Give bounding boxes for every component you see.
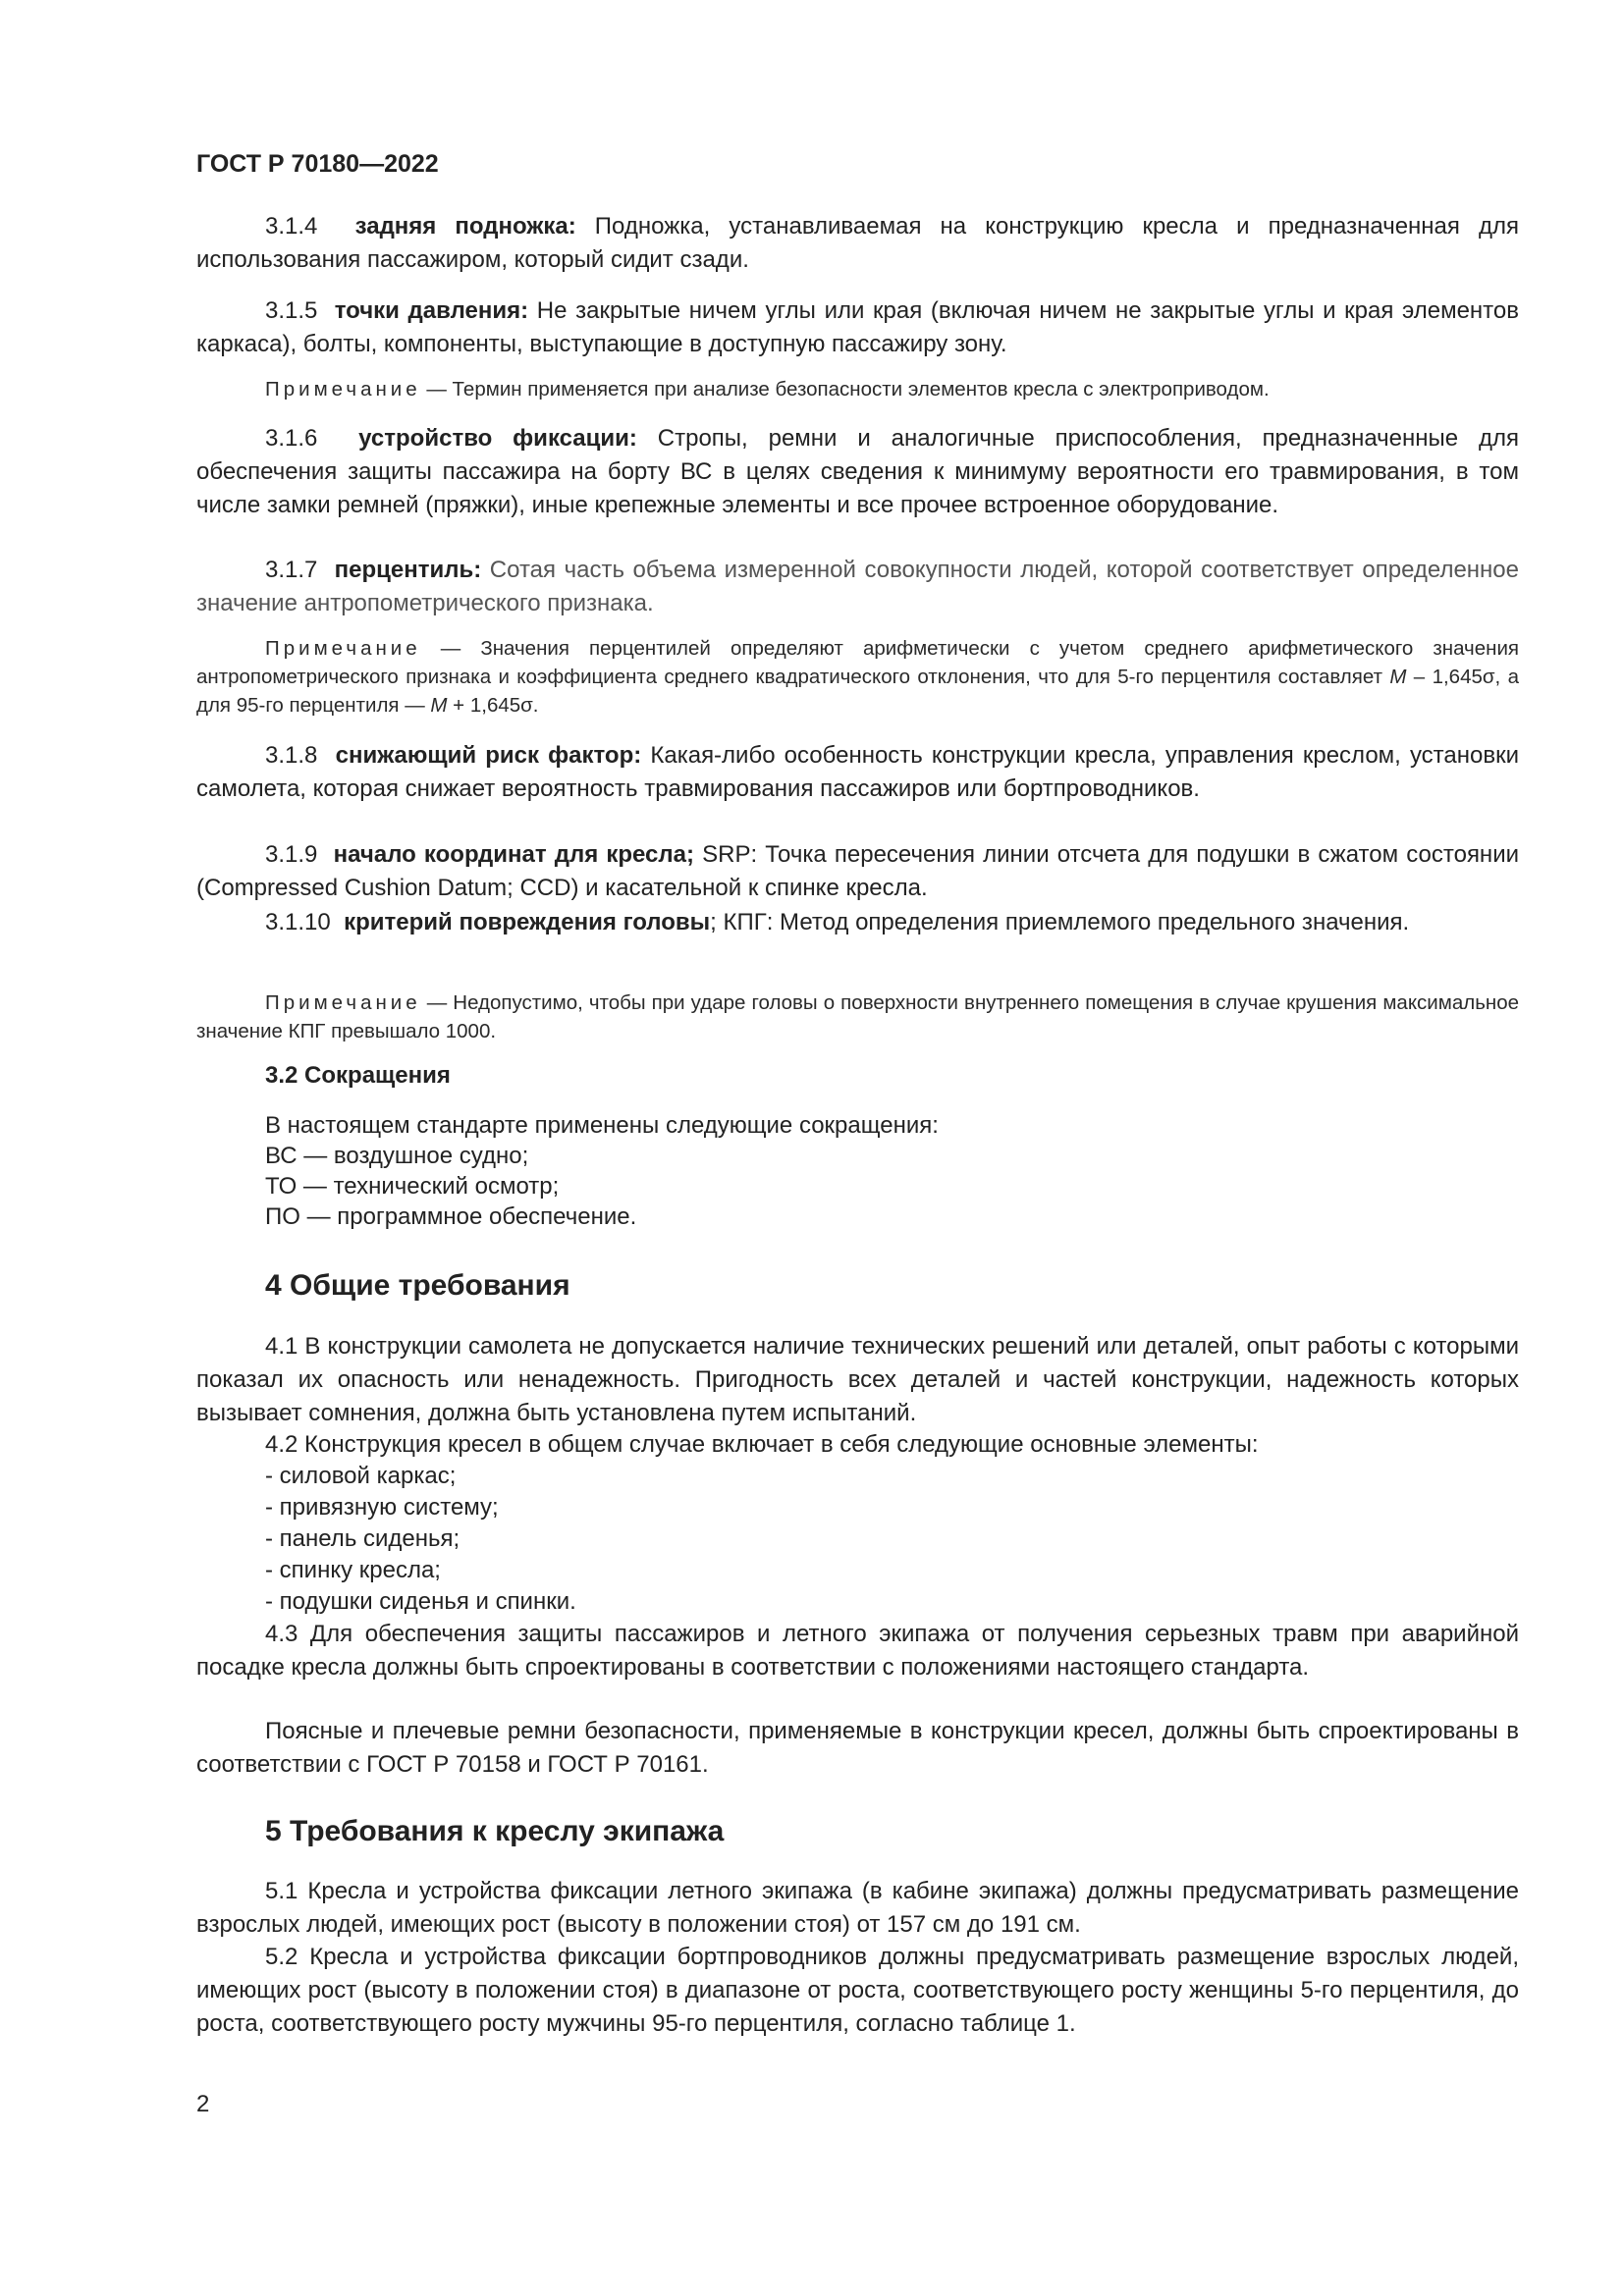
paragraph-5-2: 5.2 Кресла и устройства фиксации бортпроводников должны предусматривать размещение взрослых людей, имеющих рост (высоту в положении стоя) в диапазоне от роста, соответствующего росту женщины 5-го перцентиля, до роста, соответствующего росту мужчины 95-го перцентиля, согласно таблице 1. <box>196 1944 1519 2037</box>
document-header: ГОСТ Р 70180—2022 <box>196 150 439 178</box>
term-3-1-10 <box>196 906 1519 939</box>
term-definition: Стропы, ремни и аналогичные приспособления, предназначенные для обеспечения защиты пассажира на борту ВС в целях сведения к минимуму вероятности его травмирования, в том числе замки ремней (пряжки), иные крепежные элементы и все прочее встроенное оборудование. <box>196 425 1519 518</box>
paragraph-4-3: 4.3 Для обеспечения защиты пассажиров и летного экипажа от получения серьезных травм при аварийной посадке кресла должны быть спроектированы в соответствии с положениями настоящего стандарта. <box>196 1621 1519 1681</box>
abbreviation-item: ВС — воздушное судно; <box>265 1143 529 1169</box>
page-number: 2 <box>196 2091 210 2117</box>
note-text: — Недопустимо, чтобы при ударе головы о поверхности внутреннего помещения в случае крушения максимальное значение КПГ превышало 1000. <box>196 991 1519 1042</box>
term-definition: Подножка, устанавливаемая на конструкцию кресла и предназначенная для использования пассажиром, который сидит сзади. <box>196 213 1520 273</box>
term-number: 3.1.10 <box>265 909 331 935</box>
note-label: Примечание <box>265 637 421 660</box>
term-title: устройство фиксации: <box>358 425 637 452</box>
term-definition: Какая-либо особенность конструкции кресла, управления креслом, установки самолета, которая снижает вероятность травмирования пассажиров или бортпроводников. <box>196 742 1520 802</box>
term-number: 3.1.8 <box>265 742 318 769</box>
section-heading-3-2: 3.2 Сокращения <box>265 1062 451 1089</box>
list-item: - силовой каркас; <box>265 1463 457 1489</box>
formula-symbol: M <box>430 694 448 717</box>
term-definition: ; КПГ: Метод определения приемлемого предельного значения. <box>710 909 1410 935</box>
term-3-1-9 <box>196 838 1519 905</box>
formula-symbol: M <box>1389 666 1407 688</box>
note-3-1-7 <box>196 634 1519 720</box>
term-3-1-8 <box>196 739 1519 806</box>
term-title: снижающий риск фактор: <box>335 742 642 769</box>
abbreviation-item: ТО — технический осмотр; <box>265 1173 560 1200</box>
paragraph-4-3-belts: Поясные и плечевые ремни безопасности, применяемые в конструкции кресел, должны быть спроектированы в соответствии с ГОСТ Р 70158 и ГОСТ Р 70161. <box>196 1718 1519 1778</box>
note-label: Примечание <box>265 991 421 1014</box>
term-title: начало координат для кресла; <box>333 841 694 868</box>
list-item: - панель сиденья; <box>265 1525 460 1552</box>
term-3-1-6 <box>196 422 1519 522</box>
paragraph-5-1: 5.1 Кресла и устройства фиксации летного экипажа (в кабине экипажа) должны предусматривать размещение взрослых людей, имеющих рост (высоту в положении стоя) от 157 см до 191 см. <box>196 1878 1519 1938</box>
section-heading-4: 4 Общие требования <box>265 1269 570 1302</box>
abbreviation-item: ПО — программное обеспечение. <box>265 1203 637 1230</box>
term-3-1-4 <box>196 210 1519 277</box>
term-3-1-5 <box>196 294 1519 361</box>
term-number: 3.1.9 <box>265 841 318 868</box>
term-definition: SRP: Точка пересечения линии отсчета для подушки в сжатом состоянии (Compressed Cushion Datum; CCD) и касательной к спинке кресла. <box>196 841 1520 901</box>
term-3-1-7 <box>196 554 1519 620</box>
list-item: - спинку кресла; <box>265 1557 441 1583</box>
elements-list <box>265 1461 576 1618</box>
note-text: — Значения перцентилей определяют арифметически с учетом среднего арифметического значения антропометрического признака и коэффициента среднего квадратического отклонения, что для 5-го перцентиля составляет <box>196 637 1519 688</box>
term-number: 3.1.7 <box>265 557 318 583</box>
abbreviations-intro: В настоящем стандарте применены следующие сокращения: <box>265 1112 939 1139</box>
term-title: перцентиль: <box>334 557 482 583</box>
term-title: критерий повреждения головы <box>344 909 711 935</box>
note-label: Примечание <box>265 378 421 400</box>
note-text: — Термин применяется при анализе безопасности элементов кресла с электроприводом. <box>420 378 1270 400</box>
term-definition: Сотая часть объема измеренной совокупности людей, которой соответствует определенное значение антропометрического признака. <box>196 557 1520 616</box>
term-number: 3.1.5 <box>265 297 318 324</box>
term-title: задняя подножка: <box>354 213 576 240</box>
term-number: 3.1.4 <box>265 213 318 240</box>
paragraph-4-2: 4.2 Конструкция кресел в общем случае включает в себя следующие основные элементы: <box>265 1431 1259 1458</box>
list-item: - привязную систему; <box>265 1494 499 1521</box>
note-text: – 1,645σ, а для 95-го перцентиля — <box>196 666 1519 717</box>
term-title: точки давления: <box>334 297 529 324</box>
section-heading-5: 5 Требования к креслу экипажа <box>265 1815 725 1847</box>
term-definition: Не закрытые ничем углы или края (включая ничем не закрытые углы и края элементов каркаса), болты, компоненты, выступающие в доступную пассажиру зону. <box>196 297 1519 357</box>
abbreviations-list <box>265 1110 939 1232</box>
term-number: 3.1.6 <box>265 425 318 452</box>
note-3-1-10 <box>196 988 1519 1045</box>
paragraph-4-1: 4.1 В конструкции самолета не допускается наличие технических решений или деталей, опыт работы с которыми показал их опасность или ненадежность. Пригодность всех деталей и частей конструкции, надежность которых вызывает сомнения, должна быть установлена путем испытаний. <box>196 1333 1519 1426</box>
note-3-1-5 <box>196 375 1519 403</box>
note-text: + 1,645σ. <box>447 694 539 717</box>
list-item: - подушки сиденья и спинки. <box>265 1588 576 1615</box>
